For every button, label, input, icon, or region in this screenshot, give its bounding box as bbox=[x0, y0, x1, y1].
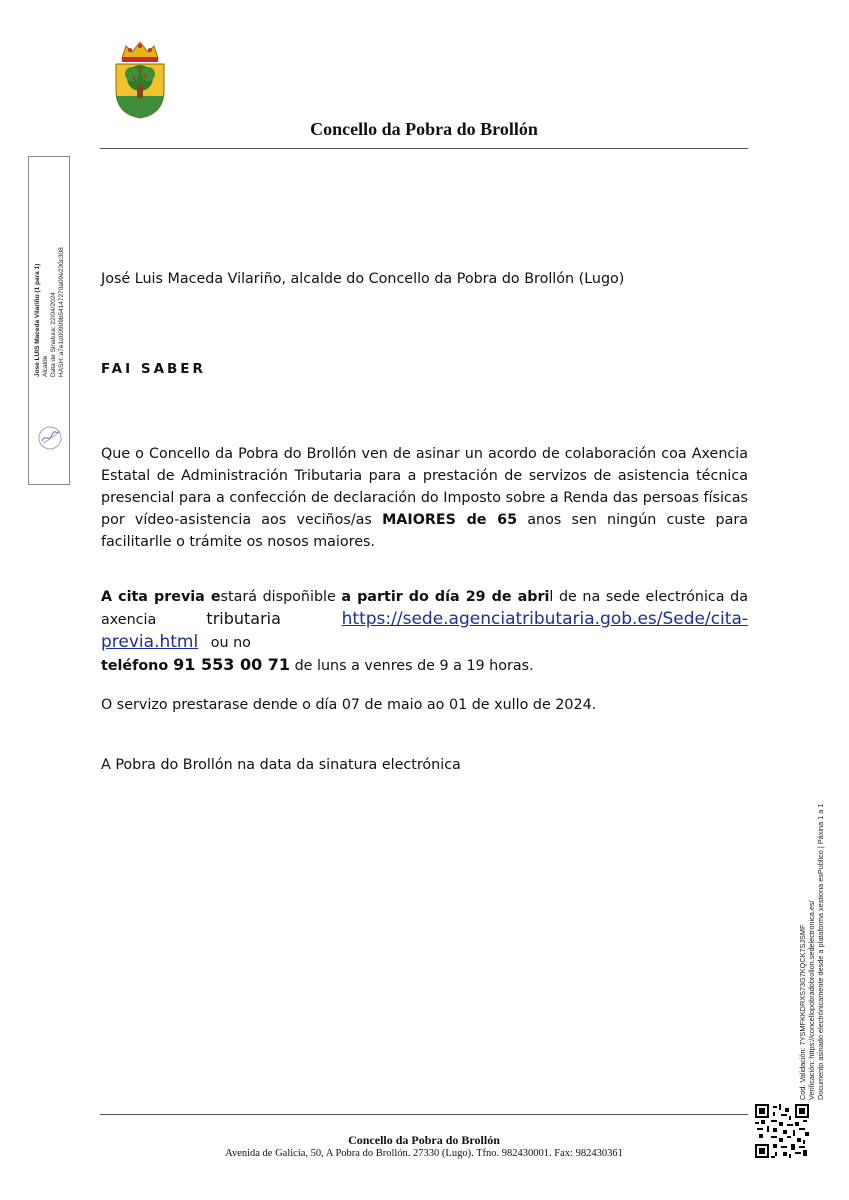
closing-line: A Pobra do Brollón na data da sinatura electrónica bbox=[101, 757, 461, 773]
cita-text: stará dispoñible bbox=[220, 589, 342, 605]
signer-role: Alcalde bbox=[42, 355, 49, 377]
service-period-paragraph: O servizo prestarase dende o día 07 de maio ao 01 de xullo de 2024. bbox=[101, 697, 597, 713]
start-date-highlight: a partir do día 29 de abri bbox=[341, 589, 550, 605]
intro-paragraph: José Luis Maceda Vilariño, alcalde do Concello da Pobra do Brollón (Lugo) bbox=[101, 271, 625, 287]
signature-hash: HASH: a7e1d00909b54147270a09e230c308 bbox=[58, 246, 65, 377]
footer-title: Concello da Pobra do Brollón bbox=[348, 1133, 500, 1147]
signature-box bbox=[28, 156, 70, 485]
verification-url: Verificación: https://concellopobradobrollon.sedelectronica.es/ bbox=[807, 900, 816, 1100]
age-highlight: MAIORES de 65 bbox=[382, 512, 518, 528]
validation-code: Cod. Validación: 7YSMFKKDRXS73G7KQCK7SJSMF bbox=[798, 924, 807, 1100]
org-title: Concello da Pobra do Brollón bbox=[310, 119, 538, 139]
announcement-text-end: anos sen ningún custe para facilitarlle o trámite os nosos maiores. bbox=[101, 512, 748, 550]
announcement-text: Que o Concello da Pobra do Brollón ven de asinar un acordo de colaboración coa Axencia Estatal de Administración Tributaria para a prestación de servizos de asistencia técnica presencial para a confección de declaración do Imposto sobre a Renda das persoas físicas por vídeo-asistencia aos veciños/as bbox=[101, 446, 748, 528]
coat-of-arms-icon bbox=[110, 40, 170, 120]
header-divider bbox=[100, 148, 748, 149]
cita-hours: de luns a venres de 9 a 19 horas. bbox=[290, 658, 534, 674]
phone-label: teléfono bbox=[101, 658, 174, 674]
cita-previa-label: A cita previa e bbox=[101, 589, 221, 605]
footer-divider bbox=[100, 1114, 748, 1115]
signer-name: Jose LUIS Maceda Vilariño (1 para 1) bbox=[34, 263, 41, 377]
appointment-paragraph bbox=[101, 586, 748, 677]
signature-info bbox=[34, 217, 64, 377]
announcement-paragraph bbox=[101, 443, 748, 553]
signing-platform-note: Documento asinado electrónicamente desde a plataforma xestiona esPublico | Páxina 1 a 1 bbox=[816, 803, 825, 1100]
phone-number: 91 553 00 71 bbox=[173, 655, 291, 674]
signature-date: Data de Sinatura: 22/04/2024 bbox=[50, 291, 57, 377]
cita-text-2: l de na sede electrónica da axencia bbox=[101, 589, 748, 628]
footer-address: Avenida de Galicia, 50, A Pobra do Brollón. 27330 (Lugo). Tfno. 982430001. Fax: 982430361 bbox=[225, 1148, 623, 1159]
cita-text-4: ou no bbox=[206, 635, 251, 651]
cita-text-3: tributaria bbox=[206, 609, 332, 628]
validation-info bbox=[798, 740, 834, 1100]
appointment-link[interactable]: https://sede.agenciatributaria.gob.es/Sede/cita-previa.html bbox=[101, 609, 748, 652]
qr-code-icon bbox=[755, 1104, 809, 1158]
signature-stamp-icon bbox=[37, 425, 63, 451]
fai-saber-heading: FAI SABER bbox=[101, 361, 206, 377]
